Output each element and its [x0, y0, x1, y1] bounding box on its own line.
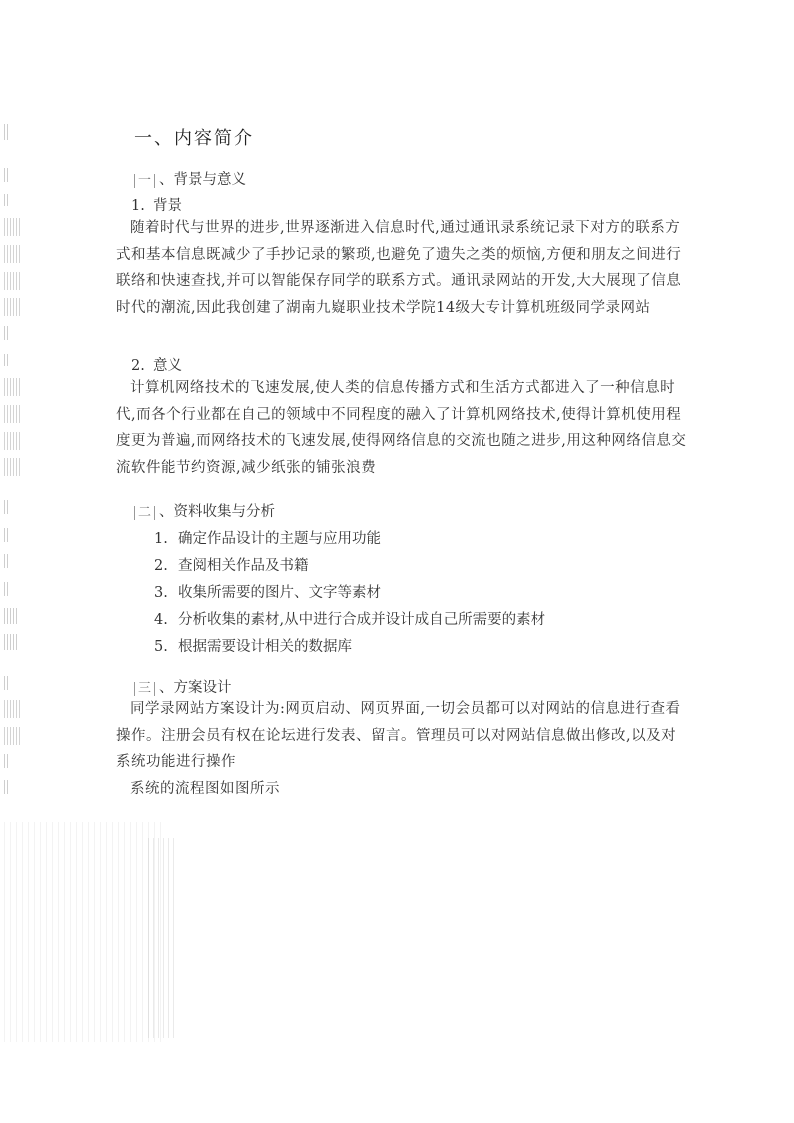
scan-artifact: [4, 700, 20, 718]
section-heading-background: [134, 168, 246, 189]
item-number: 3.: [154, 585, 168, 601]
paragraph-background: 随着时代与世界的进步,世界逐渐进入信息时代,通过通讯录系统记录下对方的联系方式和基本信息既减少了手抄记录的繁琐,也避免了遗失之类的烦恼,方便和朋友之间进行联络和快速查找,并可以智能保存同学的联系方式。通讯录网站的开发,大大展现了信息时代的潮流,因此我创建了湖南九嶷职业技术学院14级大专计算机班级同学录网站: [116, 220, 682, 316]
scan-artifact: [4, 528, 8, 542]
scan-artifact: [4, 194, 8, 206]
item-label: 确定作品设计的主题与应用功能: [178, 531, 381, 547]
section-title: 、背景与意义: [159, 172, 247, 188]
list-item: [154, 635, 352, 656]
section-heading-materials: [134, 500, 275, 521]
scan-artifact: [4, 582, 8, 596]
item-label: 背景: [153, 198, 182, 214]
scan-artifact: [4, 218, 20, 236]
list-item: [154, 554, 309, 575]
faded-flowchart-region: [148, 838, 174, 1038]
list-item: [154, 581, 381, 602]
scan-artifact: [4, 326, 8, 340]
item-label: 意义: [153, 358, 182, 374]
faded-flowchart-region: [4, 822, 164, 1042]
scan-artifact: [4, 634, 18, 650]
scan-artifact: [4, 405, 20, 423]
section-title: 、方案设计: [159, 680, 232, 696]
item-number: 5.: [154, 639, 168, 655]
scan-artifact: [4, 500, 8, 514]
scan-artifact: [4, 608, 18, 624]
paragraph-design: 同学录网站方案设计为:网页启动、网页界面,一切会员都可以对网站的信息进行查看操作。注册会员有权在论坛进行发表、留言。管理员可以对网站信息做出修改,以及对系统功能进行操作: [116, 701, 681, 770]
list-item: [154, 608, 545, 629]
scan-artifact: [4, 754, 8, 768]
scan-artifact: [4, 124, 8, 140]
scan-artifact: [4, 554, 8, 568]
scan-artifact: [4, 168, 8, 182]
scan-artifact: [4, 676, 8, 690]
item-label: 根据需要设计相关的数据库: [178, 639, 352, 655]
item-label: 收集所需要的图片、文字等素材: [178, 585, 381, 601]
scan-artifact: [4, 458, 20, 476]
list-item: [154, 527, 381, 548]
section-title: 、资料收集与分析: [159, 504, 276, 520]
item-number: 1.: [131, 198, 145, 214]
scan-artifact: [4, 354, 8, 366]
section-marker: 三: [134, 682, 155, 696]
subheading-significance: [131, 354, 182, 375]
paragraph-significance: 计算机网络技术的飞速发展,使人类的信息传播方式和生活方式都进入了一种信息时代,而各个行业都在自己的领域中不同程度的融入了计算机网络技术,使得计算机使用程度更为普遍,而网络技术的飞速发展,使得网络信息的交流也随之进步,用这种网络信息交流软件能节约资源,减少纸张的铺张浪费: [116, 380, 687, 476]
item-number: 2.: [131, 358, 145, 374]
item-number: 4.: [154, 612, 168, 628]
scan-artifact: [4, 298, 20, 316]
scan-artifact: [4, 432, 20, 450]
section-marker: 二: [134, 506, 155, 520]
subheading-background: [131, 194, 182, 215]
scan-artifact: [4, 245, 20, 263]
item-label: 查阅相关作品及书籍: [178, 558, 309, 574]
scan-artifact: [4, 727, 20, 745]
page-title: 一、内容简介: [134, 128, 254, 149]
scan-artifact: [4, 378, 20, 396]
scan-artifact: [4, 780, 8, 794]
item-number: 2.: [154, 558, 168, 574]
section-heading-design: [134, 676, 232, 697]
item-label: 分析收集的素材,从中进行合成并设计成自己所需要的素材: [178, 612, 546, 628]
scan-artifact: [4, 272, 20, 290]
paragraph-flowchart-intro: 系统的流程图如图所示: [130, 781, 280, 797]
section-marker: 一: [134, 174, 155, 188]
item-number: 1.: [154, 531, 168, 547]
